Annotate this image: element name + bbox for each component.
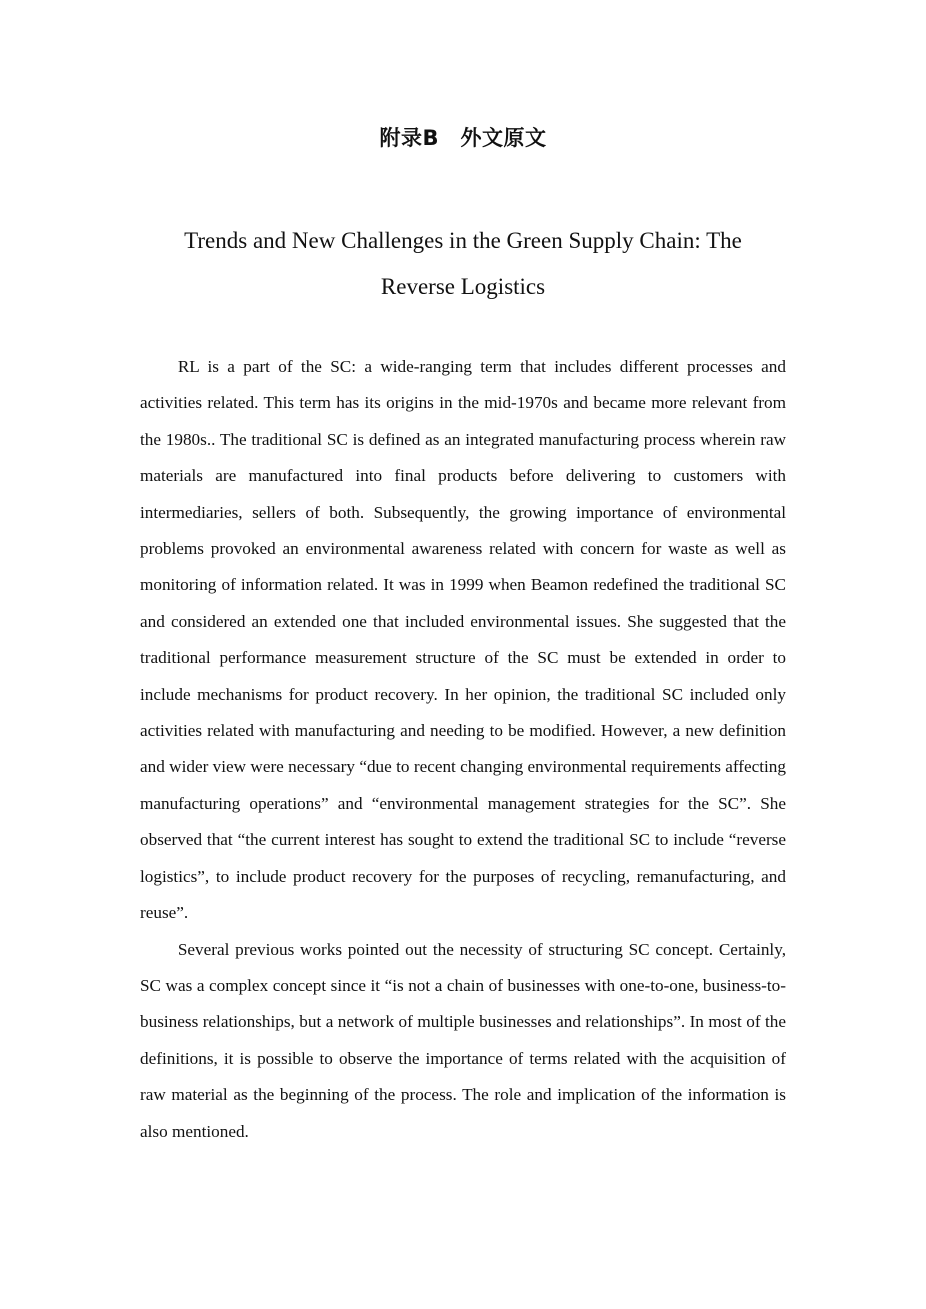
article-title-line-1: Trends and New Challenges in the Green Supply Chain: The xyxy=(184,228,742,253)
paragraph-2: Several previous works pointed out the necessity of structuring SC concept. Certainly, SC was a complex concept since it “is not a chain of businesses with one-to-one, business-to-business relationships, but a network of multiple businesses and relationships”. In most of the definitions, it is possible to observe the importance of terms related with the acquisition of raw material as the beginning of the process. The role and implication of the information is also mentioned. xyxy=(140,939,786,1141)
appendix-heading: 附录B 外文原文 xyxy=(379,126,547,150)
article-body xyxy=(140,349,786,1150)
article-title xyxy=(140,218,786,310)
paragraph-1: RL is a part of the SC: a wide-ranging term that includes different processes and activities related. This term has its origins in the mid-1970s and became more relevant from the 1980s.. The traditional SC is defined as an integrated manufacturing process wherein raw materials are manufactured into final products before delivering to customers with intermediaries, sellers of both. Subsequently, the growing importance of environmental problems provoked an environmental awareness related with concern for waste as well as monitoring of information related. It was in 1999 when Beamon redefined the traditional SC and considered an extended one that included environmental issues. She suggested that the traditional performance measurement structure of the SC must be extended in order to include mechanisms for product recovery. In her opinion, the traditional SC included only activities related with manufacturing and needing to be modified. However, a new definition and wider view were necessary “due to recent changing environmental requirements affecting manufacturing operations” and “environmental management strategies for the SC”. She observed that “the current interest has sought to extend the traditional SC to include “reverse logistics”, to include product recovery for the purposes of recycling, remanufacturing, and reuse”. xyxy=(140,357,786,923)
article-title-line-2: Reverse Logistics xyxy=(380,274,546,299)
